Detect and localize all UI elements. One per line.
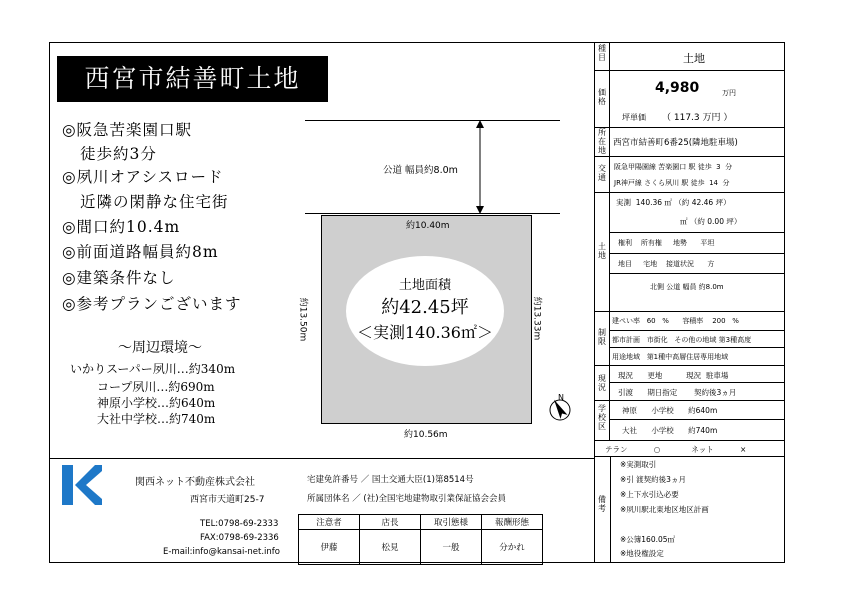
current-row: 現況 更地 現況 駐車場 xyxy=(618,371,729,380)
remarks-divider xyxy=(610,456,611,563)
feature-line: ◎間口約10.4m xyxy=(62,218,181,236)
area-sqm: ＜実測140.36㎡＞ xyxy=(357,323,493,342)
surroundings-item: コープ夙川…約690m xyxy=(97,380,215,394)
spec-row-line xyxy=(609,253,785,254)
feature-line: 近隣の閑静な住宅街 xyxy=(80,193,229,211)
label-location: 所在地 xyxy=(598,128,606,155)
road-info: 北側 公道 幅員 約8.0m xyxy=(650,283,724,291)
traffic-row: 阪急甲陽園線 苦楽園口 駅 徒歩 3 分 xyxy=(614,163,733,171)
table-row xyxy=(299,530,543,565)
tsubo-value: （ 117.3 万円 ） xyxy=(662,113,733,123)
road-width-arrow xyxy=(470,120,490,214)
label-restriction: 制限 xyxy=(598,328,606,346)
price-unit: 万円 xyxy=(722,89,736,97)
spec-row-line xyxy=(594,156,785,157)
land-info-row: 権利 所有権 地勢 平坦 xyxy=(618,239,715,247)
delivery-row: 引渡 期日指定 契約後3ヵ月 xyxy=(618,388,737,397)
company-email: E-mail:info@kansai-net.info xyxy=(163,547,280,557)
surroundings-item: いかりスーパー夙川…約340m xyxy=(70,362,236,376)
remark-line: ※上下水引込必要 xyxy=(620,490,679,499)
area-title: 土地面積 xyxy=(398,278,451,293)
spec-row-line xyxy=(594,456,785,457)
bottom-width-label: 約10.56m xyxy=(404,430,448,440)
restriction-row: 用途地域 第1種中高層住居専用地域 xyxy=(612,353,729,361)
tsubo-label: 坪単価 xyxy=(622,113,646,122)
location-value: 西宮市結善町6番25(隣地駐車場) xyxy=(613,138,738,148)
land-row: 実測 140.36 ㎡ （約 42.46 坪） xyxy=(616,198,731,207)
remark-line: ※実測取引 xyxy=(620,460,657,469)
remark-line: ※引 渡契約後3ヵ月 xyxy=(620,475,686,484)
feature-line: ◎建築条件なし xyxy=(62,269,176,287)
company-logo-icon xyxy=(62,465,102,505)
type-value: 土地 xyxy=(683,52,705,65)
page-title: 西宮市結善町土地 xyxy=(57,56,328,102)
feature-line: ◎参考プランございます xyxy=(62,295,242,313)
price-value: 4,980 xyxy=(655,80,700,96)
footer-divider xyxy=(49,458,594,459)
spec-row-line xyxy=(594,192,785,193)
remark-line: ※夙川駅北東地区地区計画 xyxy=(620,505,709,514)
restriction-row: 建ぺい率 60 % 容積率 200 % xyxy=(612,317,739,325)
spec-row-line xyxy=(609,382,785,383)
remark-line: ※地役権設定 xyxy=(620,549,664,558)
school-row: 神原 小学校 約640m xyxy=(622,406,718,415)
table-cell: 分かれ xyxy=(482,530,543,565)
table-header: 取引態様 xyxy=(421,515,482,530)
label-current: 現況 xyxy=(598,374,606,392)
spec-row-line xyxy=(609,419,785,420)
land-info-row: 地目 宅地 接道状況 方 xyxy=(618,260,715,268)
company-name: 関西ネット不動産株式会社 xyxy=(135,477,255,488)
land-row: ㎡ （約 0.00 坪） xyxy=(680,217,742,226)
company-association: 所属団体名 ／ (社)全国宅地建物取引業保証協会会員 xyxy=(307,494,507,504)
table-header: 報酬形態 xyxy=(482,515,543,530)
top-width-label: 約10.40m xyxy=(406,221,450,231)
surroundings-heading: ～周辺環境～ xyxy=(118,340,202,356)
school-row: 大社 小学校 約740m xyxy=(622,426,718,435)
terrace-row: テラン ○ ネット × xyxy=(605,445,747,454)
company-license: 宅建免許番号 ／ 国土交通大臣(1)第8514号 xyxy=(307,475,474,485)
label-land: 土地 xyxy=(598,242,606,260)
remark-line: ※公簿160.05㎡ xyxy=(620,535,676,544)
label-price: 価格 xyxy=(598,88,606,106)
right-depth-label: 約13.33m xyxy=(531,296,542,341)
table-row xyxy=(299,515,543,530)
spec-row-line xyxy=(609,330,785,331)
feature-line: 徒歩約3分 xyxy=(80,145,157,163)
company-tel: TEL:0798-69-2333 xyxy=(200,519,279,529)
label-school: 学校区 xyxy=(598,404,606,431)
company-address: 西宮市天道町25-7 xyxy=(190,495,265,505)
staff-table xyxy=(298,514,543,565)
feature-line: ◎夙川オアシスロード xyxy=(62,168,224,186)
spec-row-line xyxy=(609,273,785,274)
label-type: 種目 xyxy=(598,44,606,62)
spec-row-line xyxy=(594,440,785,441)
spec-row-line xyxy=(594,127,785,128)
road-label: 公道 幅員約8.0m xyxy=(383,165,458,176)
spec-row-line xyxy=(609,347,785,348)
surroundings-item: 神原小学校…約640m xyxy=(97,396,216,410)
label-traffic: 交通 xyxy=(598,164,606,182)
label-remarks: 備考 xyxy=(598,495,606,513)
spec-row-line xyxy=(609,232,785,233)
left-depth-label: 約13.50m xyxy=(297,297,308,342)
area-tsubo: 約42.45坪 xyxy=(381,297,469,318)
table-cell: 伊藤 xyxy=(299,530,360,565)
spec-row-line xyxy=(594,400,785,401)
spec-row-line xyxy=(594,311,785,312)
table-cell: 一般 xyxy=(421,530,482,565)
spec-row-line xyxy=(594,70,785,71)
spec-row-line xyxy=(594,365,785,366)
feature-line: ◎前面道路幅員約8m xyxy=(62,243,219,261)
compass-label: N xyxy=(558,393,564,402)
surroundings-item: 大社中学校…約740m xyxy=(97,412,216,426)
company-fax: FAX:0798-69-2336 xyxy=(200,533,279,543)
spec-divider xyxy=(594,42,595,563)
road-edge-bottom xyxy=(305,213,560,214)
table-header: 店長 xyxy=(360,515,421,530)
feature-line: ◎阪急苦楽園口駅 xyxy=(62,121,193,139)
table-header: 注意者 xyxy=(299,515,360,530)
traffic-row: JR神戸線 さくら夙川 駅 徒歩 14 分 xyxy=(614,179,730,187)
road-edge-top xyxy=(305,120,560,121)
restriction-row: 都市計画 市街化 その他の地域 第3種高度 xyxy=(612,336,752,344)
table-cell: 松見 xyxy=(360,530,421,565)
